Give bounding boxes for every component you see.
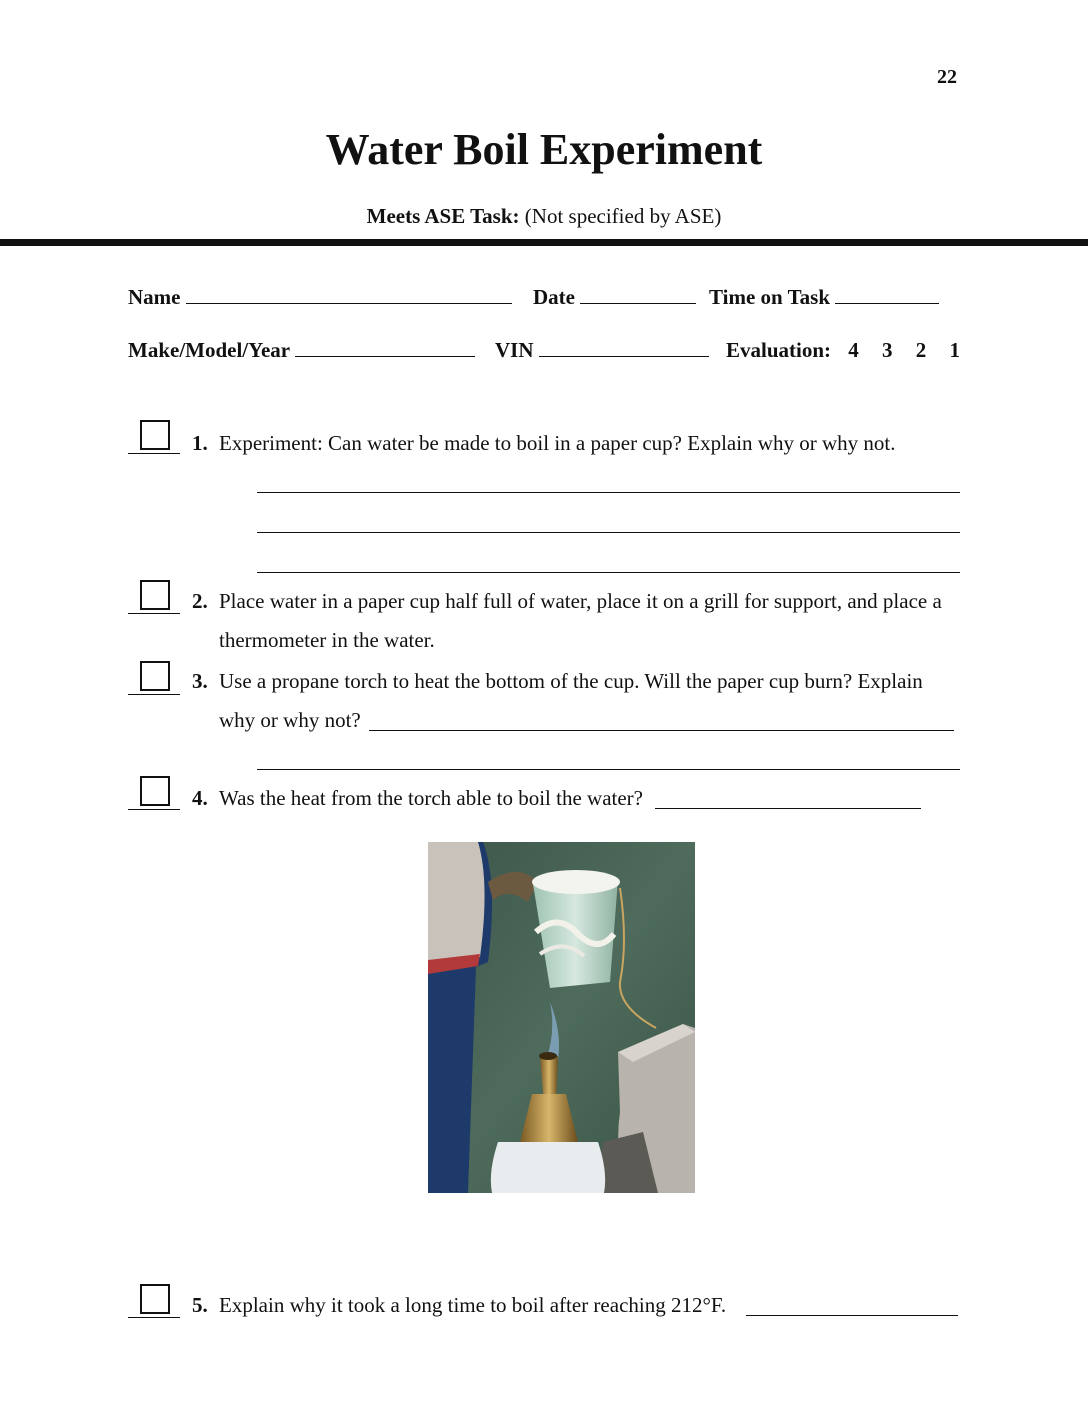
checkbox-underline (128, 613, 180, 614)
evaluation-score-3[interactable]: 3 (882, 338, 893, 362)
question-3-checkbox[interactable] (128, 661, 180, 695)
question-3-answer-line-1[interactable] (369, 730, 954, 731)
evaluation-score-4[interactable]: 4 (848, 338, 859, 362)
time-on-task-input-line[interactable] (835, 285, 939, 304)
make-model-year-label: Make/Model/Year (128, 338, 291, 362)
question-3-answer-line-2[interactable] (257, 769, 960, 770)
date-label: Date (533, 285, 575, 309)
header-divider (0, 239, 1088, 246)
make-model-year-field (128, 338, 475, 363)
vin-label: VIN (495, 338, 534, 362)
make-model-year-input-line[interactable] (295, 338, 475, 357)
page-title: Water Boil Experiment (325, 125, 763, 174)
question-1-answer-line-3[interactable] (257, 572, 960, 573)
question-4-text: Was the heat from the torch able to boil the water? (219, 786, 643, 810)
ase-task-value: (Not specified by ASE) (524, 204, 722, 228)
question-1-answer-line-1[interactable] (257, 492, 960, 493)
checkbox-underline (128, 694, 180, 695)
question-5-checkbox[interactable] (128, 1284, 180, 1318)
question-5-number: 5. (192, 1293, 208, 1317)
ase-task-line (0, 204, 1088, 229)
time-on-task-label: Time on Task (709, 285, 831, 309)
evaluation-field (726, 338, 960, 363)
vin-input-line[interactable] (539, 338, 709, 357)
question-2-text-continued: thermometer in the water. (219, 628, 435, 652)
checkbox-underline (128, 1317, 180, 1318)
vin-field (495, 338, 709, 363)
checkbox-square (140, 580, 170, 610)
date-input-line[interactable] (580, 285, 696, 304)
question-1-text: Experiment: Can water be made to boil in a paper cup? Explain why or why not. (219, 431, 896, 455)
name-label: Name (128, 285, 181, 309)
question-1-answer-line-2[interactable] (257, 532, 960, 533)
checkbox-square (140, 1284, 170, 1314)
question-5-answer-line[interactable] (746, 1315, 958, 1316)
checkbox-square (140, 661, 170, 691)
time-on-task-field (709, 285, 939, 310)
name-input-line[interactable] (186, 285, 512, 304)
checkbox-square (140, 776, 170, 806)
experiment-photo (428, 842, 695, 1193)
question-4-number: 4. (192, 786, 208, 810)
question-3-text: Use a propane torch to heat the bottom of the cup. Will the paper cup burn? Explain (219, 669, 923, 693)
question-1-checkbox[interactable] (128, 420, 180, 454)
question-1-number: 1. (192, 431, 208, 455)
evaluation-score-1[interactable]: 1 (949, 338, 961, 362)
date-field (533, 285, 696, 310)
question-2-checkbox[interactable] (128, 580, 180, 614)
question-4-answer-line[interactable] (655, 808, 921, 809)
question-3-text-continued: why or why not? (219, 708, 361, 732)
checkbox-square (140, 420, 170, 450)
ase-task-label: Meets ASE Task: (366, 204, 520, 228)
page-number: 22 (937, 66, 957, 88)
checkbox-underline (128, 809, 180, 810)
question-4-checkbox[interactable] (128, 776, 180, 810)
name-field (128, 285, 512, 310)
evaluation-score-2[interactable]: 2 (915, 338, 927, 362)
question-5-text: Explain why it took a long time to boil after reaching 212°F. (219, 1293, 727, 1317)
paper-cup-torch-illustration (428, 842, 695, 1193)
evaluation-label: Evaluation: (726, 338, 832, 362)
checkbox-underline (128, 453, 180, 454)
question-2-number: 2. (192, 589, 208, 613)
question-3-number: 3. (192, 669, 208, 693)
question-2-text: Place water in a paper cup half full of water, place it on a grill for support, and place a (219, 589, 942, 613)
